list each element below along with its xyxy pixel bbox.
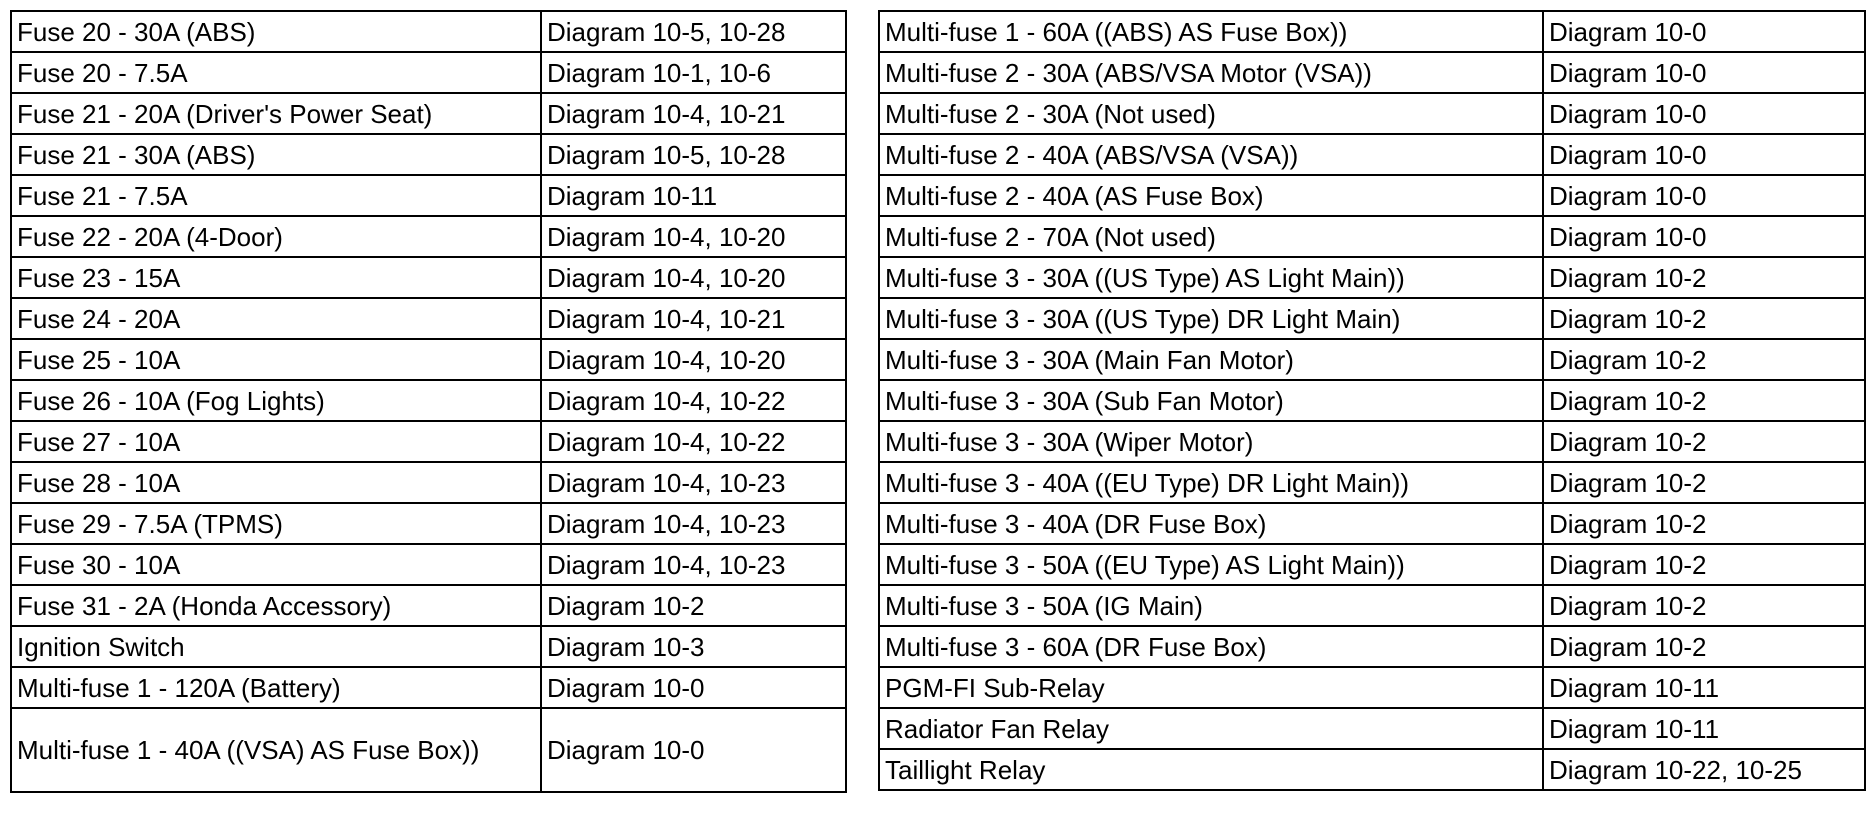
diagram-cell: Diagram 10-0: [1542, 215, 1866, 258]
component-cell: Multi-fuse 2 - 70A (Not used): [878, 215, 1544, 258]
component-cell: Fuse 27 - 10A: [10, 420, 542, 463]
diagram-cell: Diagram 10-1, 10-6: [540, 51, 847, 94]
component-cell: Multi-fuse 1 - 120A (Battery): [10, 666, 542, 709]
diagram-cell: Diagram 10-5, 10-28: [540, 10, 847, 53]
diagram-cell: Diagram 10-2: [1542, 461, 1866, 504]
diagram-cell: Diagram 10-0: [1542, 174, 1866, 217]
diagram-cell: Diagram 10-4, 10-22: [540, 379, 847, 422]
diagram-cell: Diagram 10-4, 10-22: [540, 420, 847, 463]
diagram-cell: Diagram 10-0: [540, 666, 847, 709]
diagram-cell: Diagram 10-11: [1542, 666, 1866, 709]
diagram-cell: Diagram 10-4, 10-20: [540, 256, 847, 299]
component-cell: Multi-fuse 3 - 30A (Main Fan Motor): [878, 338, 1544, 381]
diagram-cell: Diagram 10-11: [540, 174, 847, 217]
diagram-cell: Diagram 10-2: [1542, 297, 1866, 340]
component-cell: Multi-fuse 2 - 40A (ABS/VSA (VSA)): [878, 133, 1544, 176]
component-cell: Multi-fuse 1 - 40A ((VSA) AS Fuse Box)): [10, 707, 542, 793]
component-cell: Fuse 25 - 10A: [10, 338, 542, 381]
diagram-cell: Diagram 10-0: [1542, 133, 1866, 176]
component-cell: Multi-fuse 3 - 40A ((EU Type) DR Light Main)): [878, 461, 1544, 504]
diagram-cell: Diagram 10-0: [540, 707, 847, 793]
component-cell: Multi-fuse 1 - 60A ((ABS) AS Fuse Box)): [878, 10, 1544, 53]
diagram-cell: Diagram 10-11: [1542, 707, 1866, 750]
component-cell: Multi-fuse 2 - 30A (ABS/VSA Motor (VSA)): [878, 51, 1544, 94]
component-cell: Fuse 21 - 30A (ABS): [10, 133, 542, 176]
component-cell: Ignition Switch: [10, 625, 542, 668]
component-cell: Multi-fuse 3 - 30A (Sub Fan Motor): [878, 379, 1544, 422]
component-cell: Fuse 29 - 7.5A (TPMS): [10, 502, 542, 545]
component-cell: Fuse 20 - 7.5A: [10, 51, 542, 94]
component-cell: Fuse 23 - 15A: [10, 256, 542, 299]
component-cell: Fuse 28 - 10A: [10, 461, 542, 504]
diagram-cell: Diagram 10-4, 10-23: [540, 543, 847, 586]
diagram-cell: Diagram 10-22, 10-25: [1542, 748, 1866, 791]
diagram-cell: Diagram 10-2: [1542, 256, 1866, 299]
component-cell: Fuse 24 - 20A: [10, 297, 542, 340]
diagram-cell: Diagram 10-2: [1542, 338, 1866, 381]
component-cell: Multi-fuse 3 - 30A ((US Type) DR Light Main): [878, 297, 1544, 340]
component-cell: Multi-fuse 3 - 60A (DR Fuse Box): [878, 625, 1544, 668]
diagram-cell: Diagram 10-2: [1542, 543, 1866, 586]
component-cell: Multi-fuse 3 - 30A ((US Type) AS Light Main)): [878, 256, 1544, 299]
component-cell: Multi-fuse 2 - 30A (Not used): [878, 92, 1544, 135]
diagram-cell: Diagram 10-0: [1542, 51, 1866, 94]
component-cell: Fuse 22 - 20A (4-Door): [10, 215, 542, 258]
component-cell: Multi-fuse 2 - 40A (AS Fuse Box): [878, 174, 1544, 217]
diagram-cell: Diagram 10-2: [1542, 584, 1866, 627]
component-cell: Multi-fuse 3 - 40A (DR Fuse Box): [878, 502, 1544, 545]
diagram-cell: Diagram 10-2: [1542, 420, 1866, 463]
diagram-cell: Diagram 10-3: [540, 625, 847, 668]
component-cell: Fuse 26 - 10A (Fog Lights): [10, 379, 542, 422]
component-cell: Taillight Relay: [878, 748, 1544, 791]
component-cell: Fuse 30 - 10A: [10, 543, 542, 586]
diagram-cell: Diagram 10-4, 10-20: [540, 215, 847, 258]
component-cell: Radiator Fan Relay: [878, 707, 1544, 750]
diagram-cell: Diagram 10-4, 10-21: [540, 297, 847, 340]
diagram-cell: Diagram 10-2: [1542, 379, 1866, 422]
diagram-cell: Diagram 10-2: [1542, 625, 1866, 668]
diagram-cell: Diagram 10-4, 10-20: [540, 338, 847, 381]
component-cell: Fuse 20 - 30A (ABS): [10, 10, 542, 53]
component-cell: PGM-FI Sub-Relay: [878, 666, 1544, 709]
diagram-cell: Diagram 10-5, 10-28: [540, 133, 847, 176]
component-cell: Fuse 21 - 20A (Driver's Power Seat): [10, 92, 542, 135]
diagram-cell: Diagram 10-2: [540, 584, 847, 627]
component-cell: Fuse 21 - 7.5A: [10, 174, 542, 217]
diagram-cell: Diagram 10-4, 10-21: [540, 92, 847, 135]
component-cell: Multi-fuse 3 - 50A ((EU Type) AS Light Main)): [878, 543, 1544, 586]
diagram-cell: Diagram 10-2: [1542, 502, 1866, 545]
component-cell: Multi-fuse 3 - 30A (Wiper Motor): [878, 420, 1544, 463]
diagram-cell: Diagram 10-4, 10-23: [540, 502, 847, 545]
diagram-cell: Diagram 10-0: [1542, 92, 1866, 135]
component-cell: Fuse 31 - 2A (Honda Accessory): [10, 584, 542, 627]
diagram-cell: Diagram 10-4, 10-23: [540, 461, 847, 504]
diagram-cell: Diagram 10-0: [1542, 10, 1866, 53]
component-cell: Multi-fuse 3 - 50A (IG Main): [878, 584, 1544, 627]
